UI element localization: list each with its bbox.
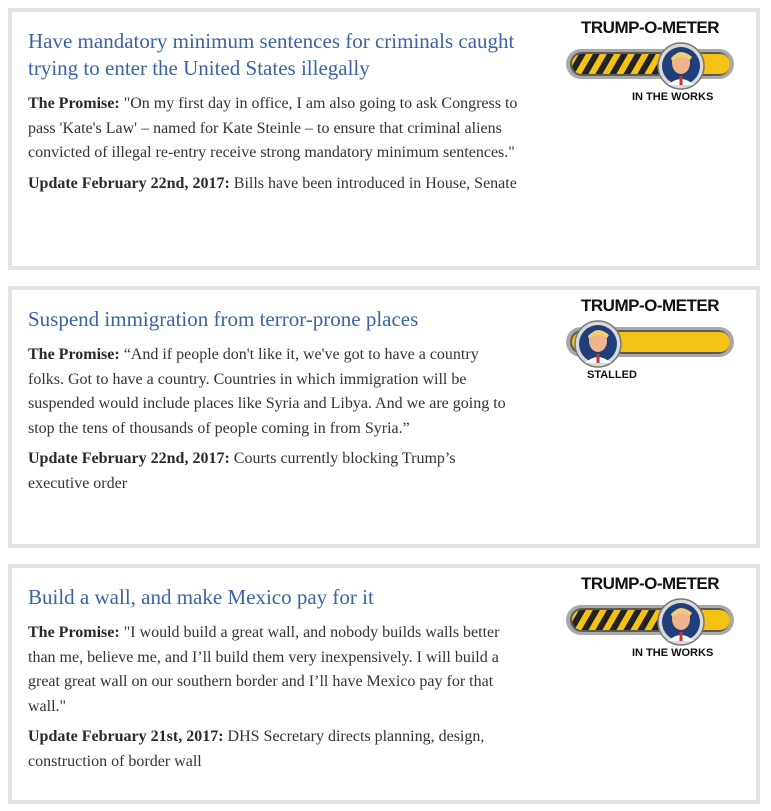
promise-label: The Promise: [28,624,120,641]
promise-text: "On my first day in office, I am also going to ask Congress to pass 'Kate's Law' – named for Kate Steinle – to ensure that criminal aliens convicted of illegal re-entry receive strong mandatory minimum sentences." [28,95,518,161]
update-text: Bills have been introduced in House, Senate [233,174,517,192]
meter-status: STALLED [587,369,637,381]
promise-paragraph [28,92,518,166]
promise-label: The Promise: [28,346,120,363]
update-text: DHS Secretary directs planning, design, construction of border wall [28,728,485,770]
promise-card [8,286,760,548]
update-label: Update February 22nd, 2017: [28,450,230,467]
trump-o-meter [560,14,740,110]
meter-title: TRUMP-O-METER [581,18,719,37]
promise-content [28,584,518,774]
promise-text: "I would build a great wall, and nobody builds walls better than me, believe me, and I’ll build them very inexpensively. I will build a great great wall on our southern border and I’ll have Mexico pay for that wall." [28,624,500,715]
promise-title-link[interactable]: Have mandatory minimum sentences for criminals caught trying to enter the United States illegally [28,29,515,80]
promise-title-link[interactable]: Build a wall, and make Mexico pay for it [28,585,374,609]
promise-card [8,564,760,804]
update-text: Courts currently blocking Trump’s executive order [28,450,456,492]
update-paragraph [28,447,518,496]
promise-content [28,306,518,496]
meter-title: TRUMP-O-METER [581,296,719,315]
update-paragraph [28,725,518,774]
promise-title-link[interactable]: Suspend immigration from terror-prone places [28,307,419,331]
promise-content [28,28,518,196]
trump-o-meter [560,570,740,666]
meter-status: IN THE WORKS [632,647,714,659]
meter-title: TRUMP-O-METER [581,574,719,593]
update-paragraph [28,172,518,197]
update-label: Update February 21st, 2017: [28,728,224,745]
update-label: Update February 22nd, 2017: [28,174,230,192]
promise-label: The Promise: [28,95,120,112]
meter-status: IN THE WORKS [632,91,714,103]
trump-o-meter [560,292,740,388]
promise-paragraph [28,621,518,719]
promise-card [8,8,760,270]
promise-text: “And if people don't like it, we've got to have a country folks. Got to have a country. Countries in which immigration will be suspended would include places like Syria and Libya. And we are going to stop the tens of thousands of people coming in from Syria.” [28,346,506,437]
promise-paragraph [28,343,518,441]
